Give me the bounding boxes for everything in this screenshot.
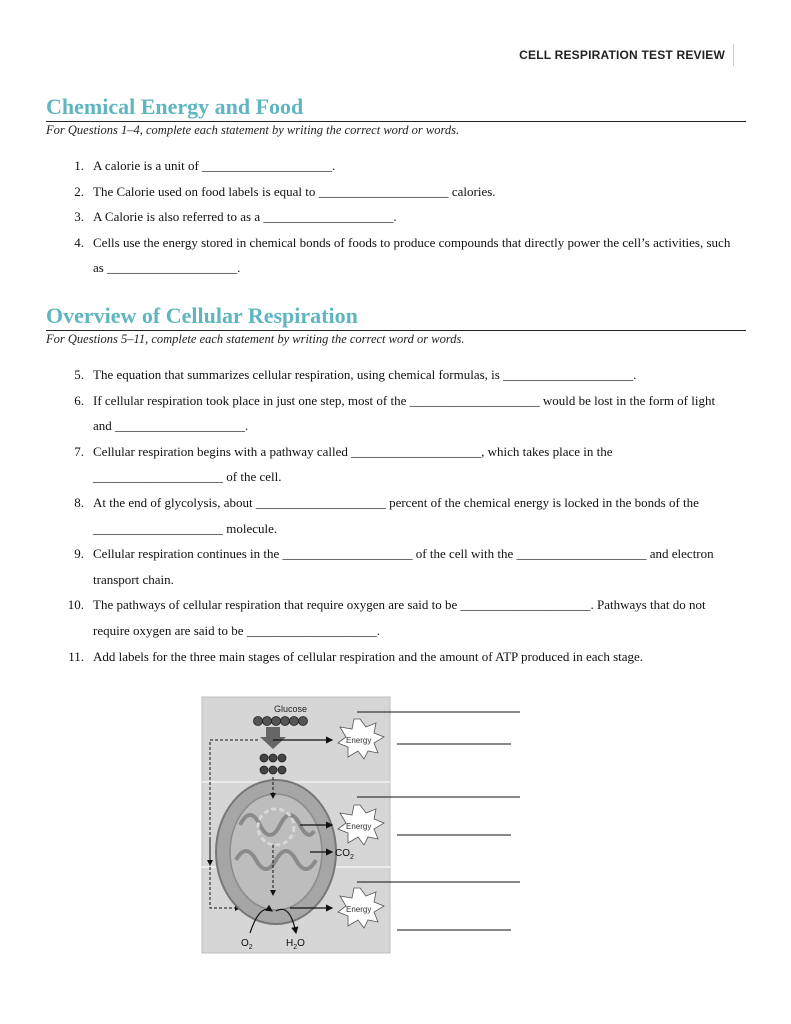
question-text: Cellular respiration begins with a pathway called ____________________, which takes place in the ____________________ of the cell. (93, 443, 613, 485)
question-text: The Calorie used on food labels is equal to ____________________ calories. (93, 183, 496, 199)
question-number: 11. (68, 648, 84, 664)
question-number: 4. (74, 234, 84, 250)
section-chemical-energy (46, 94, 746, 138)
question-number: 7. (74, 443, 84, 459)
question-item (46, 362, 736, 388)
co2-label: $CO_2$ (335, 848, 354, 861)
question-item (46, 490, 736, 541)
question-item (46, 592, 736, 643)
question-number: 1. (74, 158, 84, 173)
question-number: 8. (74, 494, 84, 510)
section-divider (46, 121, 746, 122)
question-item (46, 179, 736, 205)
question-item (46, 230, 736, 281)
question-text: Cellular respiration continues in the ____________________ of the cell with the ____________________ and electron transport chain. (93, 546, 714, 587)
question-text: Cells use the energy stored in chemical bonds of foods to produce compounds that directly power the cell’s activities, such as ____________________. (93, 234, 731, 276)
section-divider (46, 330, 746, 331)
section-title: Overview of Cellular Respiration (46, 303, 358, 328)
question-number: 6. (74, 392, 84, 408)
question-number: 2. (74, 183, 84, 199)
question-text: The equation that summarizes cellular respiration, using chemical formulas, is ____________________. (93, 367, 637, 382)
question-number: 3. (74, 209, 84, 225)
svg-text:Energy: Energy (346, 905, 372, 914)
section-instructions: For Questions 5–11, complete each statement by writing the correct word or words. (46, 332, 465, 346)
h2o-label: $H_2O$ (286, 938, 305, 951)
question-item (46, 153, 736, 179)
question-item (46, 644, 736, 670)
question-number: 9. (74, 546, 84, 562)
question-item (46, 541, 736, 592)
question-item (46, 439, 736, 490)
svg-text:Energy: Energy (346, 736, 372, 745)
glucose-label: Glucose (274, 704, 308, 714)
question-text: If cellular respiration took place in just one step, most of the ____________________ would be lost in the form of light and ____________________. (93, 392, 716, 434)
running-header: CELL RESPIRATION TEST REVIEW (519, 48, 725, 62)
svg-text:Energy: Energy (346, 822, 372, 831)
o2-label: $O_2$ (241, 938, 253, 951)
question-number: 5. (74, 367, 84, 382)
question-list-1 (46, 153, 736, 281)
question-item (46, 204, 736, 230)
question-text: A calorie is a unit of ____________________. (93, 158, 336, 173)
question-text: A Calorie is also referred to as a ____________________. (93, 209, 397, 225)
question-text: At the end of glycolysis, about ____________________ percent of the chemical energy is locked in the bonds of the ____________________ molecule. (93, 494, 699, 536)
question-text: Add labels for the three main stages of cellular respiration and the amount of ATP produced in each stage. (93, 648, 644, 664)
respiration-diagram (200, 695, 520, 957)
question-text: The pathways of cellular respiration that require oxygen are said to be ____________________. Pathways that do not require oxygen are said to be ____________________. (93, 597, 706, 638)
header-divider (733, 44, 734, 66)
question-item (46, 388, 736, 439)
section-instructions: For Questions 1–4, complete each statement by writing the correct word or words. (46, 123, 460, 137)
question-list-2 (46, 362, 736, 669)
section-overview (46, 303, 746, 347)
question-number: 10. (67, 597, 84, 613)
section-title: Chemical Energy and Food (46, 94, 304, 119)
